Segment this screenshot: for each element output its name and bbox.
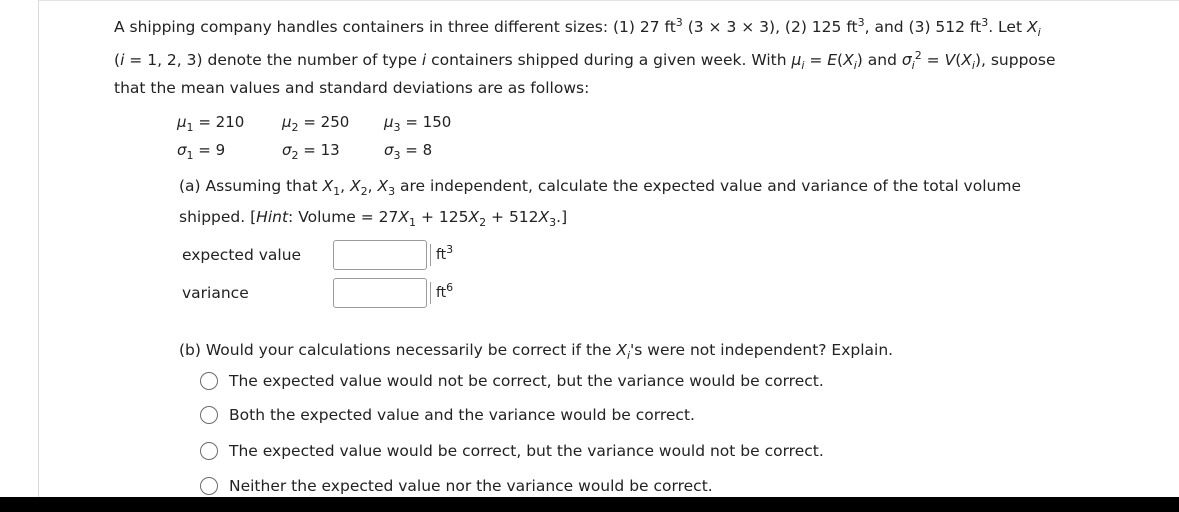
problem-line-3: that the mean values and standard deviations are as follows: (114, 79, 590, 97)
sigma1-value: $\sigma_1 = 9$ (177, 141, 226, 162)
problem-line-2: (i = 1, 2, 3) denote the number of type i containers shipped during a given week. With $\mu_i = E(X_i)$ and $\sigma_i^2 = V(X_i)$, suppose (114, 49, 1056, 72)
mu2-value: $\mu_2 = 250$ (282, 113, 350, 134)
expected-value-unit: $ft^3$ (436, 243, 454, 263)
radio-button-icon[interactable] (200, 406, 218, 424)
part-a-question-line-1: (a) Assuming that $X_1$, $X_2$, $X_3$ are independent, calculate the expected value and variance of the total volume (179, 177, 1021, 198)
unit-divider (430, 244, 431, 266)
option-neither-correct[interactable]: Neither the expected value nor the variance would be correct. (200, 475, 713, 497)
unit-divider (430, 282, 431, 304)
variance-label: variance (182, 284, 249, 302)
option-expected-wrong-variance-correct[interactable]: The expected value would not be correct, but the variance would be correct. (200, 370, 824, 392)
mu1-value: $\mu_1 = 210$ (177, 113, 245, 134)
sigma3-value: $\sigma_3 = 8$ (384, 141, 433, 162)
part-a-question-line-2: shipped. [Hint: Volume = $27X_1 + 125X_2 + 512X_3$.] (179, 208, 568, 229)
option-both-correct[interactable]: Both the expected value and the variance would be correct. (200, 404, 695, 426)
expected-value-input[interactable] (333, 240, 427, 270)
expected-value-label: expected value (182, 246, 302, 264)
radio-button-icon[interactable] (200, 372, 218, 390)
option-expected-correct-variance-wrong[interactable]: The expected value would be correct, but the variance would not be correct. (200, 440, 824, 462)
variance-input[interactable] (333, 278, 427, 308)
variance-unit: $ft^6$ (436, 281, 454, 301)
mu3-value: $\mu_3 = 150$ (384, 113, 452, 134)
bottom-black-bar (0, 497, 1179, 512)
radio-button-icon[interactable] (200, 477, 218, 495)
problem-line-1: A shipping company handles containers in three different sizes: (1) 27 $ft^3$ (3 × 3 × 3), (2) 125 $ft^3$, and (3) 512 $ft^3$. Let $X_i$ (114, 16, 1041, 39)
radio-button-icon[interactable] (200, 442, 218, 460)
sigma2-value: $\sigma_2 = 13$ (282, 141, 340, 162)
part-b-question: (b) Would your calculations necessarily be correct if the $X_i's$ were not independent? Explain. (179, 341, 894, 362)
